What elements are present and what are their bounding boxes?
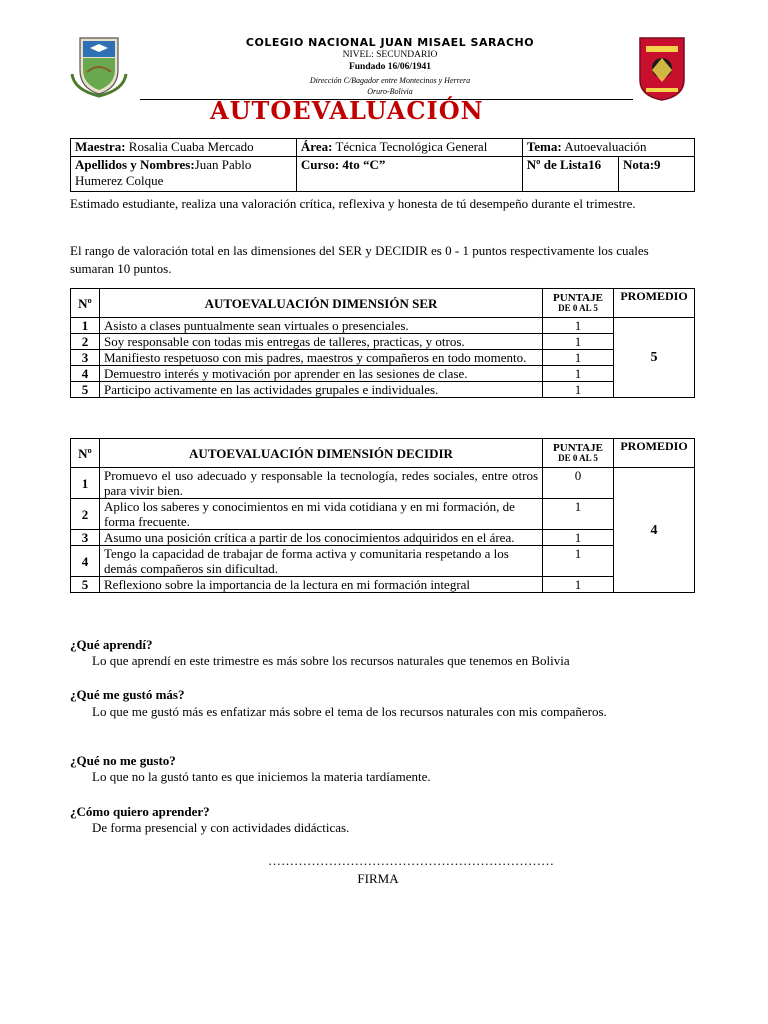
school-seal-logo (638, 36, 686, 102)
ser-table (70, 288, 695, 398)
student-name-cell: Apellidos y Nombres:Juan Pablo Humerez Colque (71, 157, 297, 192)
decidir-score-header: PUNTAJE DE 0 AL 5 (543, 439, 614, 468)
table-row: 1 Promuevo el uso adecuado y responsable la tecnología, redes sociales, entre otros para vivir bien. 0 4 (71, 468, 695, 499)
table-row: 3 Asumo una posición crítica a partir de los conocimientos adquiridos en el área. 1 (71, 530, 695, 546)
answer-3: Lo que no la gustó tanto es que iniciemos la materia tardíamente. (92, 769, 431, 784)
table-row: 2 Aplico los saberes y conocimientos en mi vida cotidiana y en mi formación, de forma frecuente. 1 (71, 499, 695, 530)
student-info-table (70, 138, 695, 192)
table-row: 4 Demuestro interés y motivación por aprender en las sesiones de clase. 1 (71, 366, 695, 382)
school-city: Oruro-Bolivia (367, 87, 413, 96)
question-1: ¿Qué aprendí? (70, 637, 153, 652)
question-4: ¿Cómo quiero aprender? (70, 804, 210, 819)
ser-title: AUTOEVALUACIÓN DIMENSIÓN SER (100, 289, 543, 318)
table-row: 5 Participo activamente en las actividades grupales e individuales. 1 (71, 382, 695, 398)
page-title: AUTOEVALUACIÓN (210, 96, 484, 125)
signature-line: ………………………………………………………… (268, 853, 554, 868)
table-row: 3 Manifiesto respetuoso con mis padres, maestros y compañeros en todo momento. 1 (71, 350, 695, 366)
decidir-average: 4 (614, 468, 695, 593)
list-number-cell: Nº de Lista16 (522, 157, 618, 192)
table-row: 4 Tengo la capacidad de trabajar de forma activa y comunitaria respetando a los demás compañeros sin dificultad. 1 (71, 546, 695, 577)
answer-2: Lo que me gustó más es enfatizar más sobre el tema de los recursos naturales con mis compañeros. (92, 704, 607, 719)
area-cell: Área: Técnica Tecnológica General (296, 139, 522, 157)
ser-score-header: PUNTAJE DE 0 AL 5 (543, 289, 614, 318)
school-crest-logo (70, 34, 128, 98)
intro-paragraph-2: El rango de valoración total en las dimensiones del SER y DECIDIR es 0 - 1 puntos respectivamente los cuales sumaran 10 puntos. (70, 243, 649, 276)
decidir-num-header: Nº (71, 439, 100, 468)
ser-average: 5 (614, 318, 695, 398)
ser-num-header: Nº (71, 289, 100, 318)
course-cell: Curso: 4to “C” (296, 157, 522, 192)
grade-cell: Nota:9 (619, 157, 695, 192)
decidir-title: AUTOEVALUACIÓN DIMENSIÓN DECIDIR (100, 439, 543, 468)
signature-label: FIRMA (357, 871, 399, 886)
question-2: ¿Qué me gustó más? (70, 687, 185, 702)
decidir-table (70, 438, 695, 593)
table-row: 1 Asisto a clases puntualmente sean virtuales o presenciales. 1 5 (71, 318, 695, 334)
answer-1: Lo que aprendí en este trimestre es más sobre los recursos naturales que tenemos en Bolivia (92, 653, 570, 668)
ser-average-header: PROMEDIO (614, 289, 695, 318)
school-level: NIVEL: SECUNDARIO (342, 50, 438, 60)
table-row: 5 Reflexiono sobre la importancia de la lectura en mi formación integral 1 (71, 577, 695, 593)
school-address: Dirección C/Bagador entre Montecinos y Herrera (309, 76, 471, 85)
school-founded: Fundado 16/06/1941 (348, 62, 432, 72)
intro-paragraph-1: Estimado estudiante, realiza una valoración crítica, reflexiva y honesta de tú desempeño durante el trimestre. (70, 196, 636, 211)
topic-cell: Tema: Autoevaluación (522, 139, 694, 157)
table-row: 2 Soy responsable con todas mis entregas de talleres, practicas, y otros. 1 (71, 334, 695, 350)
school-name: COLEGIO NACIONAL JUAN MISAEL SARACHO (245, 36, 535, 49)
decidir-average-header: PROMEDIO (614, 439, 695, 468)
teacher-cell: Maestra: Rosalia Cuaba Mercado (71, 139, 297, 157)
question-3: ¿Qué no me gusto? (70, 753, 176, 768)
answer-4: De forma presencial y con actividades didácticas. (92, 820, 350, 835)
